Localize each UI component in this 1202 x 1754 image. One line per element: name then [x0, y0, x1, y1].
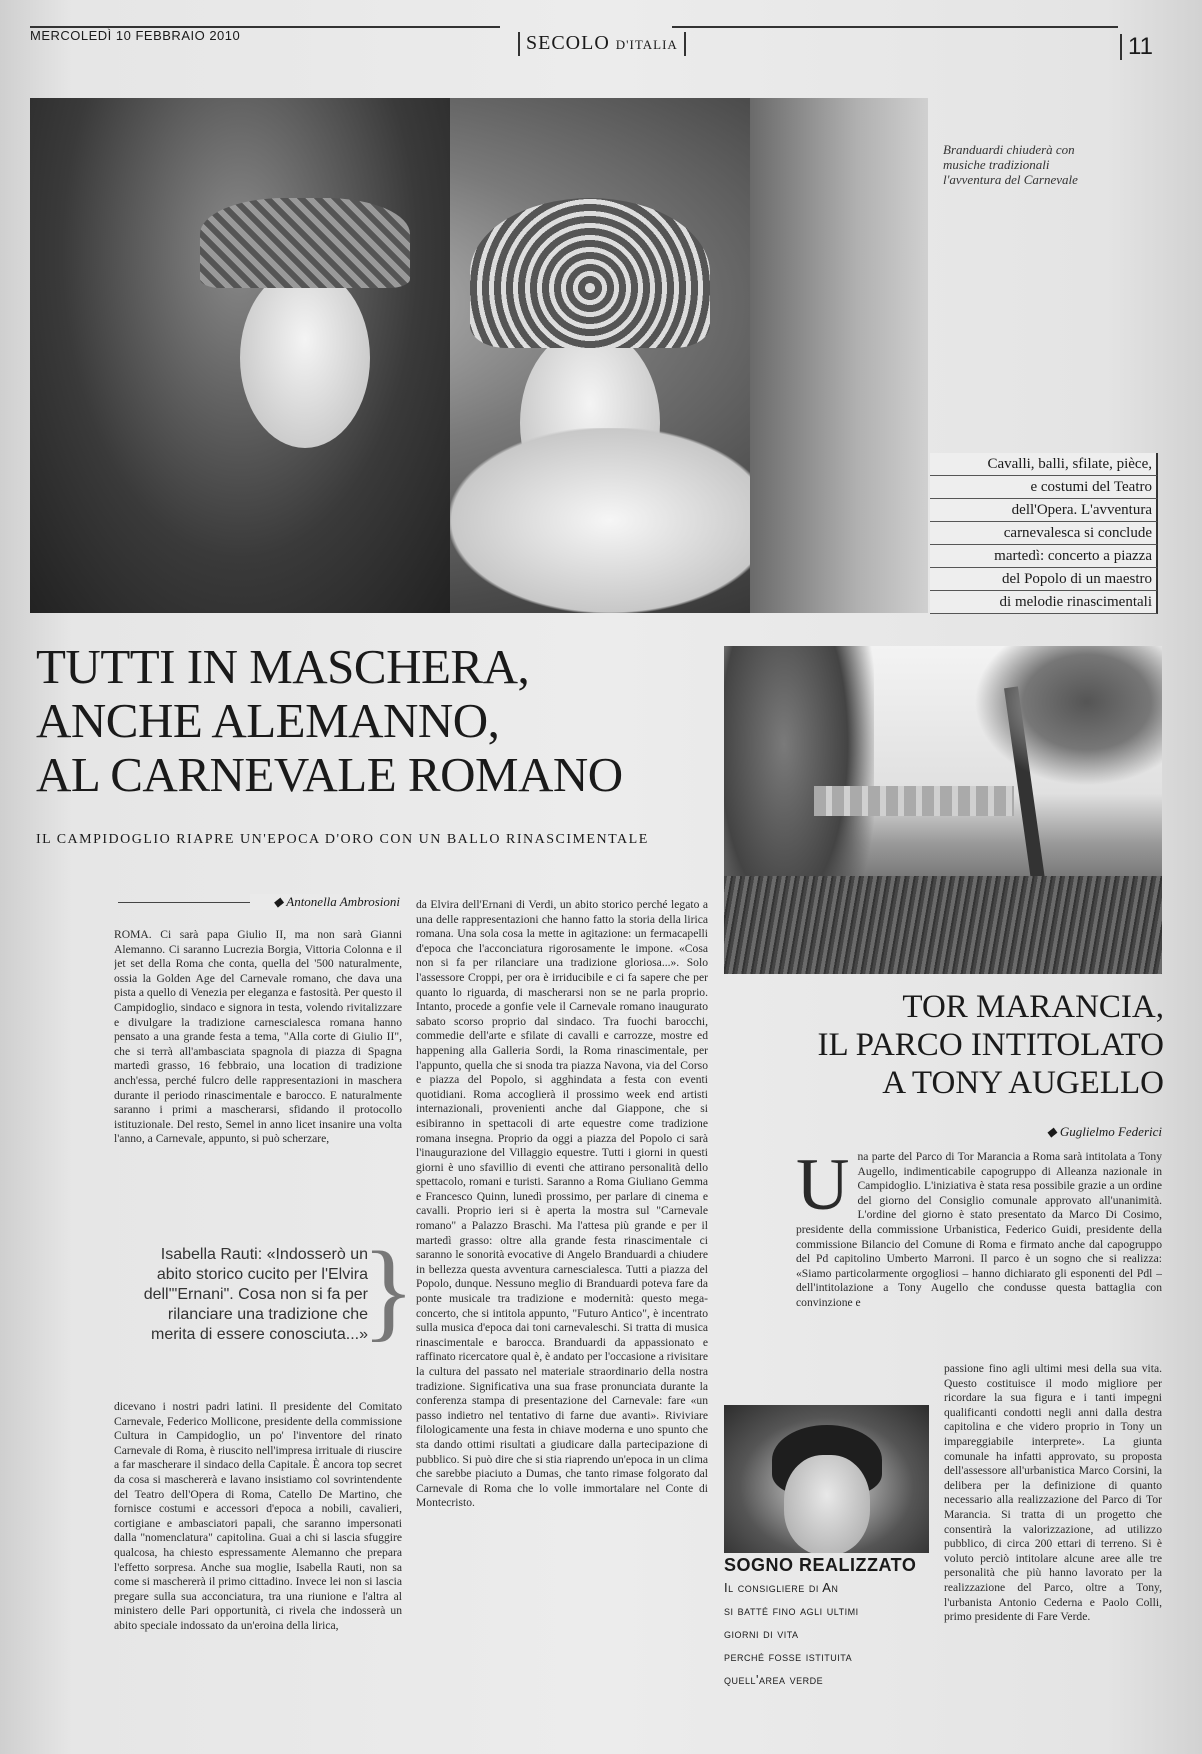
sidebar-box-line: Il consigliere di An: [724, 1580, 839, 1595]
park-photo: [724, 646, 1162, 974]
side-text-top: [796, 1150, 1162, 1362]
pull-line: e costumi del Teatro: [930, 476, 1158, 499]
paper-name-main: SECOLO: [526, 32, 610, 54]
carnival-masks-photo: [30, 98, 928, 613]
side-text-top-body: na parte del Parco di Tor Marancia a Roma sarà intitolata a Tony Augello, indimenticabile capogruppo di Alleanza nazionale in Campidoglio. L'iniziativa è stata resa possibile grazie a un ordine del giorno del Consiglio comunale approvato all'unanimità. L'ordine del giorno è stato presentato da Marco Di Cosimo, presidente della commissione Urbanistica, Federico Guidi, presidente della commissione Bilancio del Comune di Roma e firmato anche dal capogruppo del Pd capitolino Umberto Marroni. Il parco è un sogno che si realizza: «Siamo particolarmente orgogliosi – hanno dichiarato gli esponenti del Pdl – dell'intitolazione a Tony Augello che condusse questa battaglia con convinzione e: [796, 1150, 1162, 1309]
main-subtitle: IL CAMPIDOGLIO RIAPRE UN'EPOCA D'ORO CON UN BALLO RINASCIMENTALE: [36, 832, 649, 847]
side-headline-line-3: A TONY AUGELLO: [882, 1065, 1164, 1101]
headline-line-3: AL CARNEVALE ROMANO: [36, 747, 623, 802]
sidebar-box-line: si batté fino agli ultimi: [724, 1603, 859, 1618]
side-text-bottom: passione fino agli ultimi mesi della sua vita. Questo costituisce il modo migliore per ricordare la sua figura e i tanti impegni qualificanti condotti negli anni dalla destra capitolina e che videro proprio in Tony un impareggiabile interprete». La giunta comunale ha infatti approvato, su proposta dell'assessore all'urbanistica Marco Corsini, la delibera per la definizione di quanto necessario alla realizzazione del Parco di Tor Marancia. Si tratta di un progetto che consentirà la valorizzazione, ad utilizzo pubblico, di circa 200 ettari di terreno. Si è voluto perciò intitolare alcune aree alle tre personalità che più hanno lavorato per la realizzazione del Parco, oltre a Tony, l'urbanista Antonio Cederna e Paolo Colli, primo presidente di Fare Verde.: [944, 1362, 1162, 1624]
header-rule-right: [672, 26, 1118, 28]
pull-line: carnevalesca si conclude: [930, 522, 1158, 545]
sidebar-box-line: perché fosse istituita: [724, 1649, 853, 1664]
drop-cap: U: [796, 1150, 850, 1226]
paper-name-suffix: D'ITALIA: [615, 37, 678, 52]
side-headline-line-1: TOR MARANCIA,: [902, 989, 1164, 1025]
portrait-photo: [724, 1405, 929, 1553]
pull-line: dell'Opera. L'avventura: [930, 499, 1158, 522]
sidebar-box-line: quell'area verde: [724, 1672, 824, 1687]
main-col2: da Elvira dell'Ernani di Verdi, un abito storico perché legato a una delle rappresentazioni che hanno fatto la storia della lirica romana. Una sola cosa la mette in agitazione: un fermacapelli d'epoca che l'acconciatura rigorosamente le impone. «Cosa non si fa per rilanciare una tradizione gloriosa...». Solo l'assessore Croppi, per ora è irriducibile e ci fa sapere che per quanto lo riguarda, di mascherarsi non se ne parla proprio. Intanto, procede a gonfie vele il Carnevale romano inaugurato sabato scorso proprio dal sindaco. Tra fuochi barocchi, commedie dell'arte e sfilate di cavalli e carrozze, mostre ed happening alla Galleria Sordi, la Roma rinascimentale, per l'appunto, quella che si snoda tra piazza Navona, via del Corso e piazza del Popolo, si agghindata a festa con eventi quotidiani. Roma accoglierà il prossimo week end artisti internazionali, provenienti anche dal Giappone, che si esibiranno in spettacoli di arte equestre come tradizione romana insegna. Proprio da oggi a piazza del Popolo ci sarà l'inaugurazione del Villaggio equestre. Tutti i giorni in questi giorni è uno sfavillio di eventi che attirano personalità dello spettacolo, romani e turisti. Saranno a Roma Giuliano Gemma e Francesco Quinn, lunedì prossimo, per parlare di cinema e cavalli. Proprio ieri si è aperta la mostra sul "Carnevale romano" a Palazzo Braschi. Ma l'attesa più grande e per il martedì grasso: oltre alla grande festa rinascimentale ci saranno le sonorità evocative di Angelo Branduardi a chiudere in bellezza questa avventura carnescialesca. Tutti a piazza del Popolo, dunque. Nessuno meglio di Branduardi poteva fare da ponte musicale tra tradizione e modernità: questo mega-concerto, che si intitola appunto, "Futuro Antico", è incentrato sulla musica d'epoca dai toni carnevaleschi. Si tratta di musica rinascimentale e barocca. Branduardi da appassionato e raffinato ricercatore qual è, è andato per l'occasione a rivisitare la cultura del passato nel materiale straordinario della nostra tradizione. Significativa una sua frase pronunciata durante la conferenza stampa di presentazione del Carnevale: fare «un passo indietro nel tentativo di farne due avanti». Riviviare filologicamente una festa in chiave moderna e uno spunto che sta dando ottimi risultati a giudicare dalla partecipazione di pubblico. Si può dire che si stia riaprendo un'epoca in un clima che sarebbe piaciuto a Dumas, che tanto rimase folgorato dal Carnevale di Roma che lo volle immortalare nel Conte di Montecristo.: [416, 898, 708, 1510]
byline-author: Antonella Ambrosioni: [286, 894, 400, 909]
pull-line: martedì: concerto a piazza: [930, 545, 1158, 568]
quote-brace: }: [362, 1229, 415, 1351]
pull-quote: Isabella Rauti: «Indosserò un abito storico cucito per l'Elvira dell'"Ernani". Cosa non si fa per rilanciare una tradizione che merita di essere conosciuta...»: [143, 1246, 368, 1343]
side-byline-author: Guglielmo Federici: [1059, 1124, 1162, 1139]
sidebar-box-line: giorni di vita: [724, 1626, 799, 1641]
pull-line: del Popolo di un maestro: [930, 568, 1158, 591]
newspaper-name: [518, 32, 686, 56]
headline-line-1: TUTTI IN MASCHERA,: [36, 639, 530, 694]
headline-line-2: ANCHE ALEMANNO,: [36, 693, 500, 748]
left-mask: [240, 268, 370, 448]
photo-pull-quote: [930, 453, 1158, 614]
pull-line: Cavalli, balli, sfilate, pièce,: [930, 453, 1158, 476]
photo-caption: Branduardi chiuderà con musiche tradizionali l'avventura del Carnevale: [943, 142, 1078, 187]
pull-line: di melodie rinascimentali: [930, 591, 1158, 614]
side-headline: [728, 988, 1164, 1102]
sidebar-box: [724, 1555, 929, 1705]
main-headline: [36, 640, 716, 802]
side-byline: ◆ Guglielmo Federici: [1046, 1124, 1162, 1139]
side-headline-line-2: IL PARCO INTITOLATO: [817, 1027, 1164, 1063]
issue-date: MERCOLEDÌ 10 FEBBRAIO 2010: [30, 28, 241, 43]
main-col1-top: ROMA. Ci sarà papa Giulio II, ma non sarà Gianni Alemanno. Ci saranno Lucrezia Borgia, Vittoria Colonna e il jet set della Roma che conta, quella del '500 naturalmente, ossia la Golden Age del Carnevale romano, che dava una pista a quello di Venezia per eleganza e fastosità. Per questo il Campidoglio, sindaco e signora in testa, volendo rivitalizzare e divulgare la tradizione carnescialesca romana hanno pensato a una grande festa a tema, "Alla corte di Giulio II", che si terrà all'ambasciata spagnola di piazza di Spagna martedì grasso, 16 febbraio, una location di tradizione anch'essa, perché fulcro delle rappresentazioni in maschera durante il periodo rinascimentale e barocco. E naturalmente saranno i primi a mascherarsi, sfidando il protocollo istituzionale. Del resto, Semel in anno licet insanire una volta l'anno, a Carnevale, appunto, si può scherzare,: [114, 928, 402, 1146]
main-col1-bottom: dicevano i nostri padri latini. Il presidente del Comitato Carnevale, Federico Mollicone, presidente della commissione Cultura in Campidoglio, un po' l'inventore del rinato Carnevale di Roma, è riuscito nell'impresa irrituale di riuscire a far mascherare il sindaco della Capitale. È ancora top secret da cosa si maschererà e lavano insistiamo col sovrintendente del Teatro dell'Opera di Roma, Catello De Martino, che fornisce costumi e accessori d'epoca a nobili, cavalieri, cortigiane e ambasciatori papali, che saranno impersonati dalla "nomenclatura" capitolina. Guai a chi si lascia sfuggire qualcosa, ha chiesto espressamente Alemanno che prepara l'effetto sorpresa. Anche sua moglie, Isabella Rauti, non sa come si maschererà il primo cittadino. Invece lei non si lascia pregare sulla sua acconciatura, tra una riunione e l'altra al ministero delle Pari opportunità, ci rivela che indosserà un abito speciale indossato da un'eroina della lirica,: [114, 1400, 402, 1632]
sidebar-box-title: SOGNO REALIZZATO: [724, 1555, 917, 1575]
page-number: 11: [1120, 34, 1153, 60]
main-byline: ◆ Antonella Ambrosioni: [250, 894, 400, 910]
